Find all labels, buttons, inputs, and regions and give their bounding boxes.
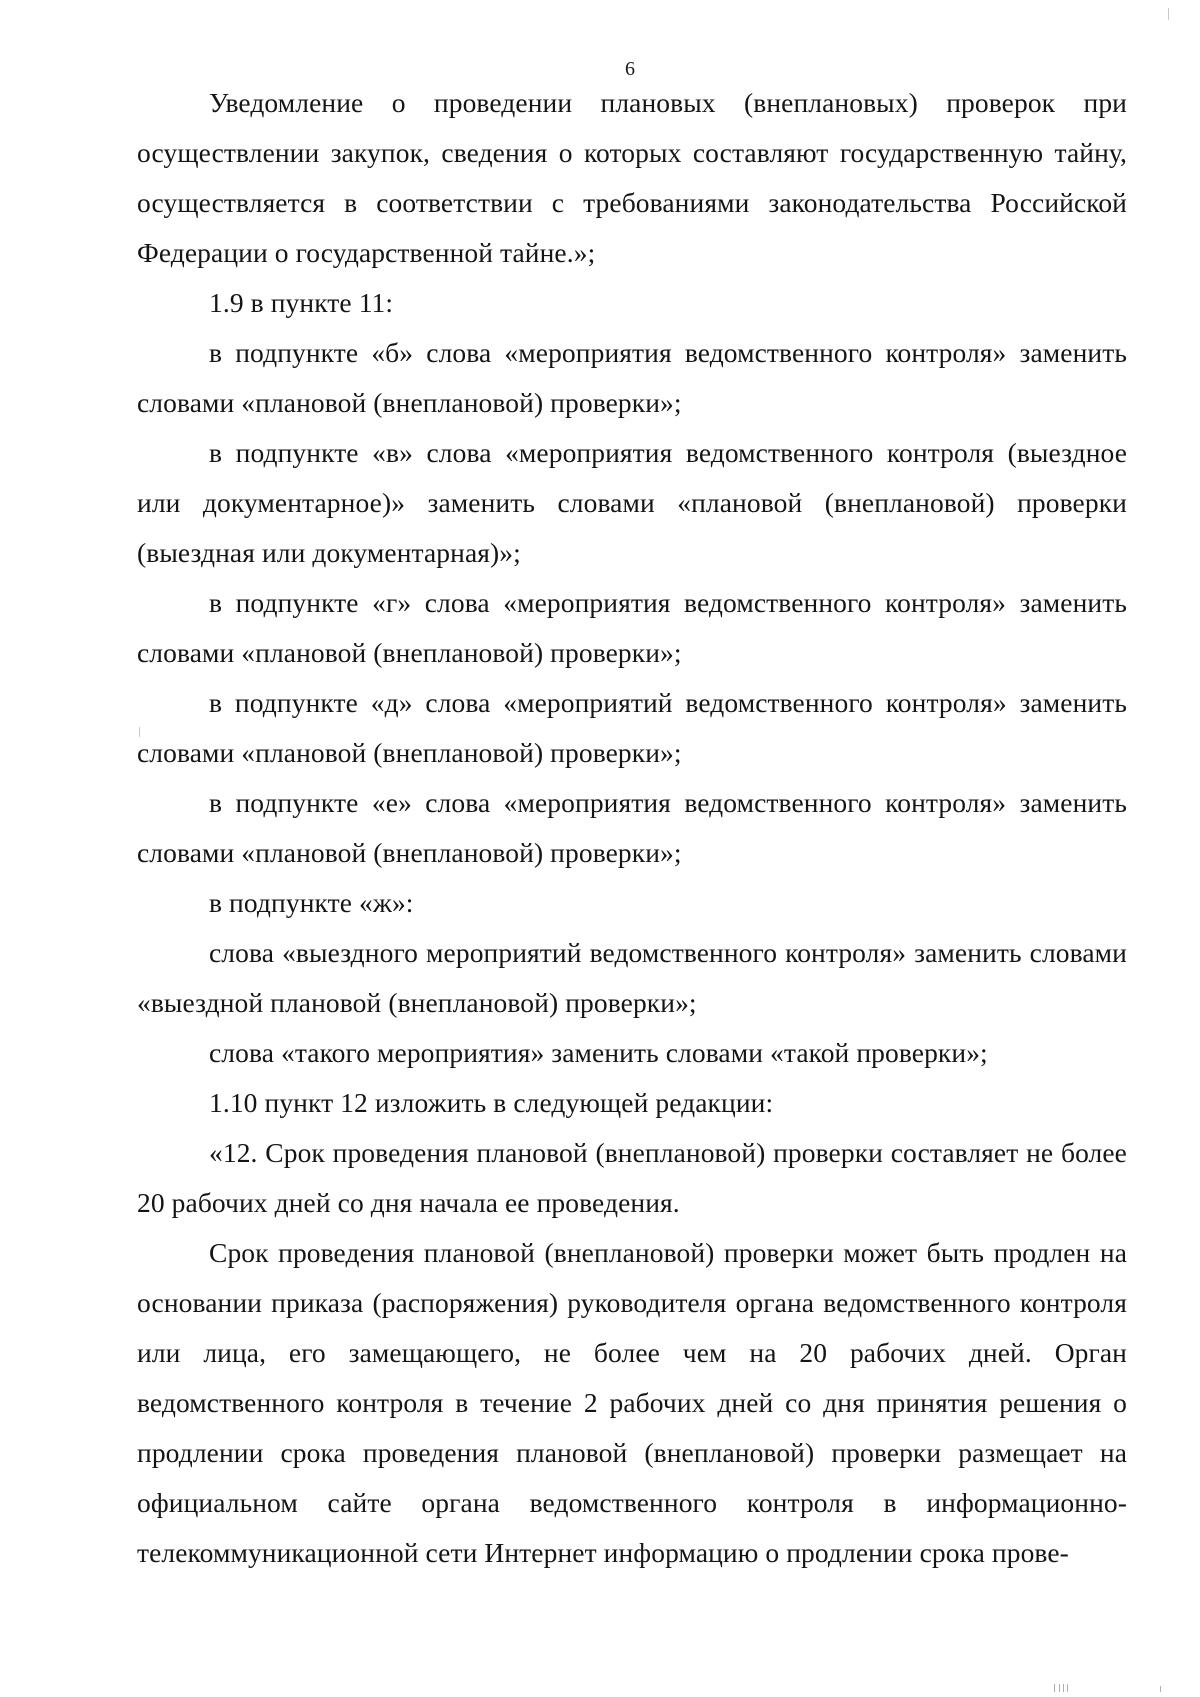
paragraph-point-12: «12. Срок проведения плановой (внеплановой) проверки составляет не более 20 рабочих дней со дня начала ее проведения. bbox=[137, 1137, 1127, 1218]
scan-artifact-bottom-right-4 bbox=[1067, 1684, 1068, 1692]
paragraph-notification-secrecy: Уведомление о проведении плановых (внеплановых) проверок при осуществлении закупок, сведения о которых составляют государственную тайну, осуществляется в соответствии с требованиями законодательства Российской Федерации о государственной тайне.»; bbox=[137, 87, 1127, 268]
scan-artifact-bottom-right-2 bbox=[1059, 1684, 1060, 1692]
paragraph-subitem-v: в подпункте «в» слова «мероприятия ведомственного контроля (выездное или документарное)» заменить словами «плановой (внеплановой) проверки (выездная или документарная)»; bbox=[137, 437, 1127, 568]
paragraph-zh-words-2: слова «такого мероприятия» заменить словами «такой проверки»; bbox=[209, 1037, 988, 1068]
paragraph-item-1-10: 1.10 пункт 12 изложить в следующей редакции: bbox=[209, 1087, 774, 1118]
paragraph-subitem-b: в подпункте «б» слова «мероприятия ведомственного контроля» заменить словами «плановой (внеплановой) проверки»; bbox=[137, 337, 1127, 418]
scan-artifact-left bbox=[139, 727, 140, 737]
document-body bbox=[137, 78, 1127, 1578]
scan-artifact-top-right bbox=[1168, 8, 1169, 20]
paragraph-subitem-zh: в подпункте «ж»: bbox=[209, 887, 414, 918]
paragraph-subitem-g: в подпункте «г» слова «мероприятия ведомственного контроля» заменить словами «плановой (внеплановой) проверки»; bbox=[137, 587, 1127, 668]
paragraph-extension: Срок проведения плановой (внеплановой) проверки может быть продлен на основании приказа (распоряжения) руководителя органа ведомственного контроля или лица, его замещающего, не более чем на 20 рабочих дней. Орган ведомственного контроля в течение 2 рабочих дней со дня принятия решения о продлении срока проведения плановой (внеплановой) проверки размещает на официальном сайте органа ведомственного контроля в информационно-телекоммуникационной сети Интернет информацию о продлении срока прове- bbox=[137, 1237, 1127, 1568]
paragraph-subitem-e: в подпункте «е» слова «мероприятия ведомственного контроля» заменить словами «плановой (внеплановой) проверки»; bbox=[137, 787, 1127, 868]
scan-artifact-bottom-right-3 bbox=[1063, 1684, 1064, 1692]
scan-artifact-bottom-right-1 bbox=[1054, 1684, 1055, 1692]
paragraph-zh-words-1: слова «выездного мероприятий ведомственного контроля» заменить словами «выездной плановой (внеплановой) проверки»; bbox=[137, 937, 1127, 1018]
paragraph-item-1-9: 1.9 в пункте 11: bbox=[209, 287, 394, 318]
page-number: 6 bbox=[625, 58, 635, 80]
paragraph-subitem-d: в подпункте «д» слова «мероприятий ведомственного контроля» заменить словами «плановой (внеплановой) проверки»; bbox=[137, 687, 1127, 768]
scan-artifact-bottom-right-5 bbox=[1160, 1686, 1161, 1692]
